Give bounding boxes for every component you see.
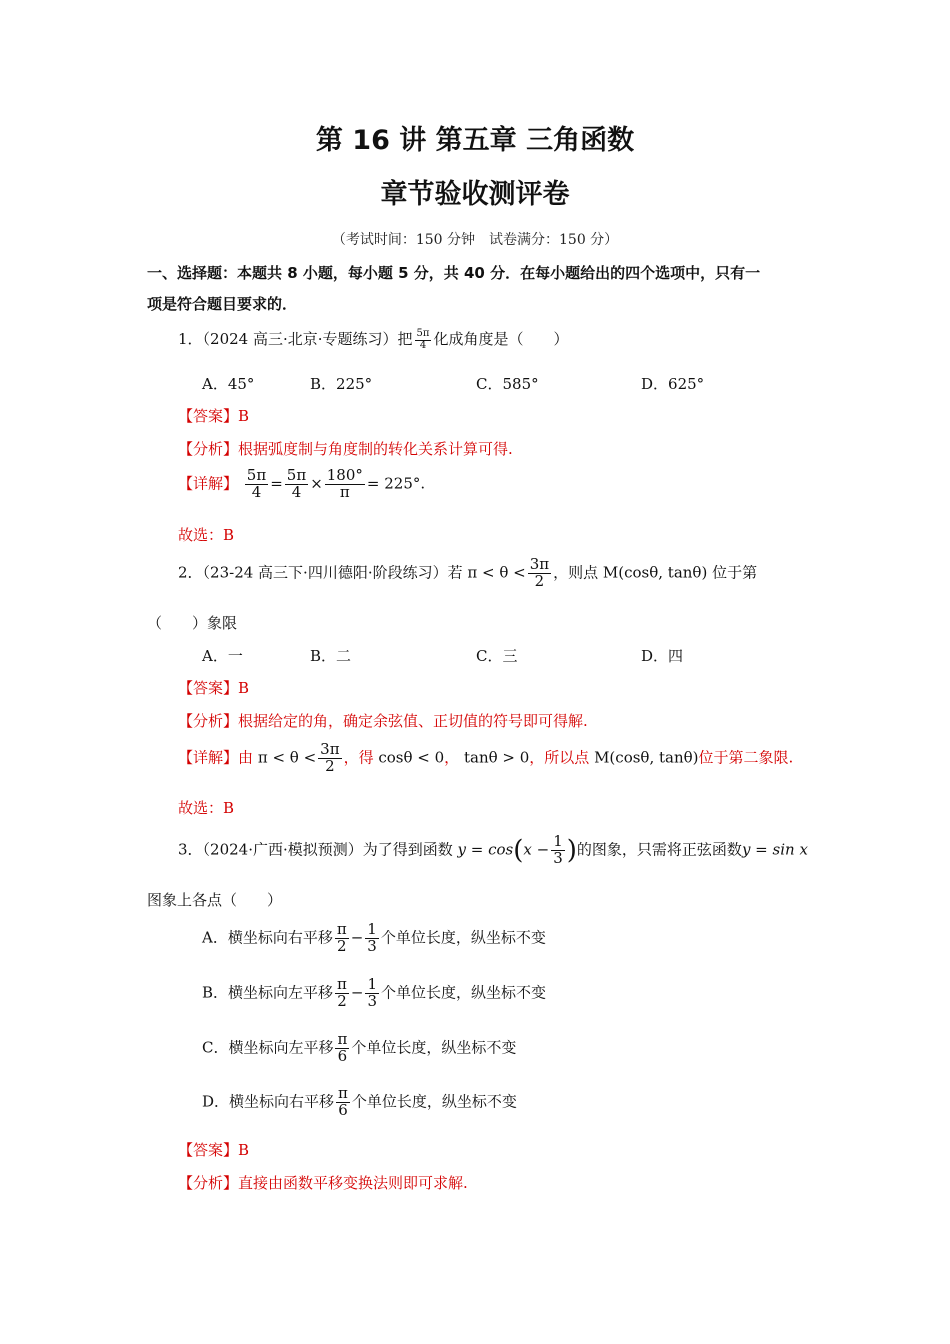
frac-num: 1 <box>367 975 378 993</box>
analysis-text: 直接由函数平移变换法则即可求解. <box>238 1174 468 1192</box>
q1-detail <box>178 468 425 501</box>
frac-num: 5π <box>246 466 267 484</box>
answer-value: B <box>238 1141 250 1159</box>
opt-suffix: 个单位长度，纵坐标不变 <box>381 983 547 1002</box>
q1-answer <box>178 405 249 426</box>
opt-suffix: 个单位长度，纵坐标不变 <box>380 928 546 947</box>
detail-conc: ，所以点 <box>529 748 590 767</box>
q1-choice: 故选：B <box>178 526 235 544</box>
answer-value: B <box>238 407 250 425</box>
answer-label: 【答案】 <box>178 407 239 425</box>
q3-answer <box>178 1139 249 1160</box>
q3-option-c <box>202 1032 516 1065</box>
answer-label: 【答案】 <box>178 1141 239 1159</box>
q3-line2: 图象上各点（ ） <box>147 891 283 909</box>
frac-num: π <box>336 920 347 938</box>
frac-num: π <box>337 975 347 993</box>
detail-point: M(cosθ, tanθ) <box>594 748 699 767</box>
q1-frac-den: 4 <box>419 339 427 351</box>
opt-suffix: 个单位长度，纵坐标不变 <box>351 1092 517 1111</box>
q3-inner-frac <box>551 834 565 867</box>
q3-option-a <box>202 922 546 955</box>
frac-den: 4 <box>251 482 262 501</box>
q2-line2: （ ）象限 <box>147 614 238 632</box>
minus: − <box>350 928 364 947</box>
page-subtitle: 章节验收测评卷 <box>380 179 570 210</box>
q1-frac-num: 5π <box>416 328 430 339</box>
frac-num: π <box>338 1084 348 1102</box>
frac-num: 5π <box>286 466 307 484</box>
frac-den: 2 <box>325 756 335 775</box>
q2-prefix: 2．（23-24 高三下·四川德阳·阶段练习）若 π < θ < <box>178 563 526 582</box>
times: × <box>310 474 323 493</box>
q2-answer <box>178 677 249 698</box>
q1-detail-frac2 <box>285 468 308 501</box>
minus: − <box>350 983 364 1002</box>
detail-end: 位于第二象限. <box>698 748 794 767</box>
frac-den: 3 <box>367 936 377 955</box>
opt-frac <box>365 922 379 955</box>
detail-sep: ， <box>444 748 460 767</box>
q2-option-c: C．三 <box>476 647 518 665</box>
analysis-text: 根据给定的角，确定余弦值、正切值的符号即可得解. <box>238 712 588 730</box>
opt-text: C．横坐标向左平移 <box>202 1038 334 1057</box>
q2-option-a: A．一 <box>202 647 243 665</box>
opt-text: B．横坐标向左平移 <box>202 983 334 1002</box>
detail-cos: cosθ < 0 <box>378 748 445 767</box>
detail-ineq: π < θ < <box>257 748 317 767</box>
frac-den: 6 <box>338 1100 348 1119</box>
answer-label: 【答案】 <box>178 679 239 697</box>
q1-fraction <box>415 329 432 351</box>
frac-num: 3π <box>529 555 550 573</box>
frac-num: 1 <box>553 832 563 850</box>
frac-num: π <box>337 1030 348 1048</box>
opt-text: D．横坐标向右平移 <box>202 1092 335 1111</box>
q2-detail-frac <box>318 742 341 775</box>
frac-den: 2 <box>337 991 347 1010</box>
analysis-label: 【分析】 <box>178 1174 239 1192</box>
frac-den: 2 <box>337 936 347 955</box>
frac-den: 6 <box>337 1046 348 1065</box>
q3-mid: 的图象，只需将正弦函数 <box>576 840 742 859</box>
opt-frac <box>336 1086 350 1119</box>
q2-option-d: D．四 <box>641 647 684 665</box>
frac-den: 4 <box>291 482 302 501</box>
detail-tan: tanθ > 0 <box>463 748 530 767</box>
q1-detail-frac3 <box>325 468 365 501</box>
opt-frac <box>335 922 349 955</box>
frac-num: 1 <box>367 920 377 938</box>
question-3 <box>178 834 808 867</box>
q1-option-b: B．225° <box>310 375 373 393</box>
q1-suffix: 化成角度是（ ） <box>433 330 569 348</box>
q2-analysis <box>178 710 588 731</box>
q3-option-b <box>202 977 546 1010</box>
frac-num: 180° <box>326 466 363 484</box>
frac-den: π <box>339 482 350 501</box>
equals: = <box>270 474 283 493</box>
opt-suffix: 个单位长度，纵坐标不变 <box>351 1038 517 1057</box>
section-heading-line1: 一、选择题：本题共 8 小题，每小题 5 分，共 40 分．在每小题给出的四个选项中，只有一 <box>147 264 761 282</box>
q2-choice: 故选：B <box>178 799 235 817</box>
q1-detail-frac1 <box>245 468 268 501</box>
frac-num: 3π <box>320 740 340 758</box>
result: = 225°. <box>366 474 426 493</box>
q3-func: y = cos <box>457 840 514 859</box>
frac-den: 3 <box>553 848 563 867</box>
opt-frac <box>365 977 379 1010</box>
section-heading-line2: 项是符合题目要求的． <box>147 295 298 313</box>
q1-analysis <box>178 438 513 459</box>
answer-value: B <box>238 679 250 697</box>
q2-detail <box>178 742 793 775</box>
q3-inner-x: x − <box>523 840 550 859</box>
q3-option-d <box>202 1086 517 1119</box>
exam-info: （考试时间：150 分钟 试卷满分：150 分） <box>331 232 619 248</box>
analysis-label: 【分析】 <box>178 440 239 458</box>
q2-option-b: B．二 <box>310 647 352 665</box>
opt-frac <box>335 1032 349 1065</box>
question-2 <box>178 557 757 590</box>
analysis-text: 根据弧度制与角度制的转化关系计算可得. <box>238 440 513 458</box>
page-title: 第 16 讲 第五章 三角函数 <box>315 125 635 156</box>
q1-option-c: C．585° <box>476 375 539 393</box>
detail-label: 【详解】 <box>178 474 239 493</box>
q2-suffix: ，则点 M(cosθ, tanθ) 位于第 <box>553 563 758 582</box>
frac-den: 2 <box>534 571 545 590</box>
detail-pre: 由 <box>238 748 254 767</box>
detail-mid: ，得 <box>343 748 374 767</box>
question-1 <box>178 328 568 351</box>
analysis-label: 【分析】 <box>178 712 239 730</box>
opt-text: A．横坐标向右平移 <box>202 928 333 947</box>
frac-den: 3 <box>367 991 378 1010</box>
q3-analysis <box>178 1172 468 1193</box>
q2-fraction <box>528 557 551 590</box>
q1-prefix: 1．（2024 高三·北京·专题练习）把 <box>178 330 413 348</box>
paren-close: ) <box>566 835 577 866</box>
opt-frac <box>335 977 349 1010</box>
q1-option-d: D．625° <box>641 375 705 393</box>
q1-option-a: A．45° <box>202 375 255 393</box>
q3-prefix: 3．（2024·广西·模拟预测）为了得到函数 <box>178 840 453 859</box>
paren-open: ( <box>513 835 524 866</box>
q3-func2: y = sin x <box>741 840 808 859</box>
detail-label: 【详解】 <box>178 748 239 767</box>
